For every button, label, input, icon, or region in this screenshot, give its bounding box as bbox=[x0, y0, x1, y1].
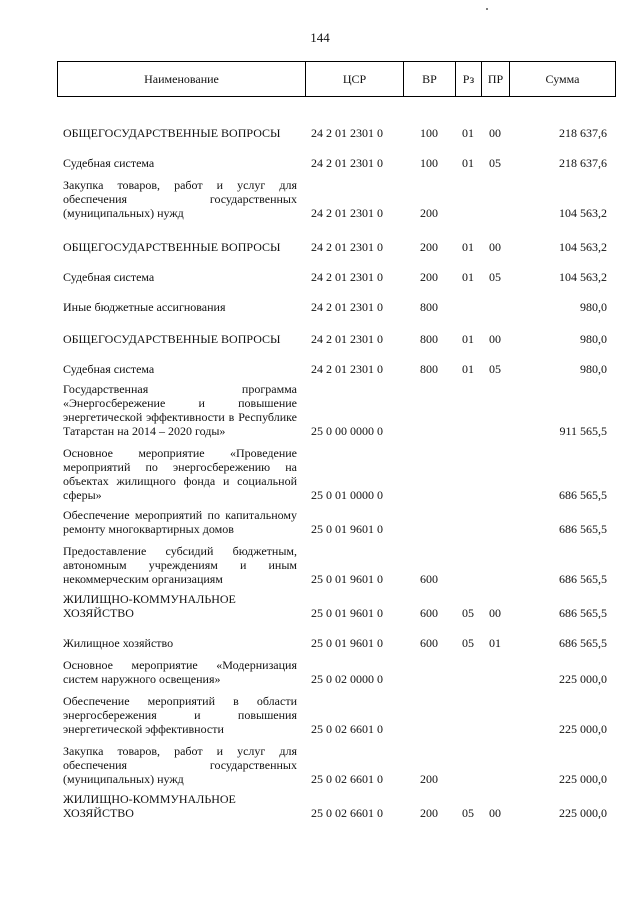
cell-vr bbox=[403, 686, 455, 736]
cell-csr: 25 0 02 6601 0 bbox=[311, 772, 383, 786]
cell-rz bbox=[455, 650, 481, 686]
cell-sum: 686 565,5 bbox=[559, 488, 607, 502]
table-row bbox=[57, 736, 615, 786]
cell-sum: 980,0 bbox=[580, 362, 607, 376]
cell-pr bbox=[481, 438, 509, 502]
cell-rz bbox=[455, 438, 481, 502]
table-row bbox=[57, 686, 615, 736]
table-row bbox=[57, 140, 615, 170]
cell-csr: 24 2 01 2301 0 bbox=[311, 332, 383, 346]
header-row bbox=[58, 62, 616, 97]
cell-csr: 25 0 01 9601 0 bbox=[311, 636, 383, 650]
cell-rz bbox=[455, 284, 481, 314]
cell-name: Иные бюджетные ассигнования bbox=[63, 300, 226, 314]
cell-vr bbox=[403, 650, 455, 686]
cell-pr bbox=[481, 284, 509, 314]
header-sum: Сумма bbox=[510, 62, 616, 97]
cell-sum: 225 000,0 bbox=[559, 772, 607, 786]
cell-sum: 911 565,5 bbox=[559, 424, 607, 438]
cell-vr bbox=[403, 376, 455, 438]
cell-sum: 225 000,0 bbox=[559, 806, 607, 820]
cell-vr: 600 bbox=[420, 636, 438, 650]
cell-name: Обеспечение мероприятий в области энергосбережения и повышения энергетической эффективности bbox=[63, 694, 297, 736]
cell-vr: 100 bbox=[420, 126, 438, 140]
cell-rz: 05 bbox=[462, 636, 474, 650]
cell-vr: 600 bbox=[420, 606, 438, 620]
cell-rz: 05 bbox=[462, 806, 474, 820]
header-vr: ВР bbox=[404, 62, 456, 97]
cell-pr: 00 bbox=[489, 240, 501, 254]
cell-vr: 800 bbox=[420, 300, 438, 314]
cell-rz: 01 bbox=[462, 126, 474, 140]
cell-pr: 00 bbox=[489, 606, 501, 620]
cell-csr: 24 2 01 2301 0 bbox=[311, 270, 383, 284]
cell-rz: 01 bbox=[462, 270, 474, 284]
cell-pr bbox=[481, 502, 509, 536]
cell-name: Жилищное хозяйство bbox=[63, 636, 174, 650]
cell-sum: 218 637,6 bbox=[559, 126, 607, 140]
cell-rz: 01 bbox=[462, 240, 474, 254]
table-row bbox=[57, 502, 615, 536]
cell-pr: 00 bbox=[489, 126, 501, 140]
page-number: 144 bbox=[310, 30, 330, 45]
cell-csr: 24 2 01 2301 0 bbox=[311, 300, 383, 314]
scan-dot bbox=[486, 8, 488, 10]
cell-pr bbox=[481, 650, 509, 686]
cell-csr: 25 0 01 9601 0 bbox=[311, 522, 383, 536]
cell-pr: 00 bbox=[489, 806, 501, 820]
cell-pr: 00 bbox=[489, 332, 501, 346]
cell-vr bbox=[403, 502, 455, 536]
cell-rz bbox=[455, 170, 481, 220]
cell-csr: 25 0 01 9601 0 bbox=[311, 572, 383, 586]
cell-name: ОБЩЕГОСУДАРСТВЕННЫЕ ВОПРОСЫ bbox=[63, 332, 281, 346]
cell-vr: 800 bbox=[420, 362, 438, 376]
cell-pr bbox=[481, 170, 509, 220]
cell-csr: 24 2 01 2301 0 bbox=[311, 156, 383, 170]
table-row bbox=[57, 786, 615, 820]
cell-csr: 24 2 01 2301 0 bbox=[311, 126, 383, 140]
cell-name: ЖИЛИЩНО-КОММУНАЛЬНОЕ ХОЗЯЙСТВО bbox=[63, 792, 236, 820]
cell-sum: 686 565,5 bbox=[559, 572, 607, 586]
cell-name: Судебная система bbox=[63, 156, 155, 170]
cell-rz: 05 bbox=[462, 606, 474, 620]
cell-rz bbox=[455, 686, 481, 736]
table-row bbox=[57, 376, 615, 438]
cell-name: Государственная программа «Энергосбережение и повышение энергетической эффективности в Республике Татарстан на 2014 – 2020 годы» bbox=[63, 382, 297, 438]
cell-vr: 200 bbox=[420, 270, 438, 284]
cell-pr bbox=[481, 736, 509, 786]
cell-name: Предоставление субсидий бюджетным, автономным учреждениям и иным некоммерческим организациям bbox=[63, 544, 297, 586]
cell-vr: 200 bbox=[420, 806, 438, 820]
cell-csr: 24 2 01 2301 0 bbox=[311, 206, 383, 220]
table-row bbox=[57, 536, 615, 586]
cell-vr: 600 bbox=[420, 572, 438, 586]
header-rz: Рз bbox=[456, 62, 482, 97]
cell-csr: 25 0 02 6601 0 bbox=[311, 806, 383, 820]
table-row bbox=[57, 586, 615, 620]
cell-pr: 05 bbox=[489, 270, 501, 284]
cell-sum: 104 563,2 bbox=[559, 270, 607, 284]
cell-sum: 686 565,5 bbox=[559, 606, 607, 620]
header-pr: ПР bbox=[482, 62, 510, 97]
cell-vr: 100 bbox=[420, 156, 438, 170]
cell-name: Основное мероприятие «Проведение мероприятий по энергосбережению на объектах жилищного фонда и социальной сферы» bbox=[63, 446, 297, 502]
table-row bbox=[57, 170, 615, 220]
cell-pr bbox=[481, 686, 509, 736]
cell-sum: 104 563,2 bbox=[559, 240, 607, 254]
cell-vr bbox=[403, 438, 455, 502]
cell-csr: 25 0 01 0000 0 bbox=[311, 488, 383, 502]
table-row bbox=[57, 254, 615, 284]
table-row bbox=[57, 284, 615, 314]
cell-vr: 200 bbox=[420, 240, 438, 254]
cell-csr: 25 0 01 9601 0 bbox=[311, 606, 383, 620]
cell-sum: 686 565,5 bbox=[559, 636, 607, 650]
table-row bbox=[57, 346, 615, 376]
budget-table bbox=[57, 112, 615, 820]
cell-pr: 05 bbox=[489, 156, 501, 170]
cell-rz: 01 bbox=[462, 362, 474, 376]
header-csr: ЦСР bbox=[306, 62, 404, 97]
table-row bbox=[57, 112, 615, 140]
cell-name: Закупка товаров, работ и услуг для обеспечения государственных (муниципальных) нужд bbox=[63, 178, 297, 220]
cell-name: Основное мероприятие «Модернизация систем наружного освещения» bbox=[63, 658, 297, 686]
table-row bbox=[57, 650, 615, 686]
cell-pr bbox=[481, 376, 509, 438]
cell-vr: 800 bbox=[420, 332, 438, 346]
cell-name: ЖИЛИЩНО-КОММУНАЛЬНОЕ ХОЗЯЙСТВО bbox=[63, 592, 236, 620]
cell-pr: 01 bbox=[489, 636, 501, 650]
cell-rz bbox=[455, 736, 481, 786]
cell-csr: 24 2 01 2301 0 bbox=[311, 240, 383, 254]
cell-name: Судебная система bbox=[63, 362, 155, 376]
cell-name: ОБЩЕГОСУДАРСТВЕННЫЕ ВОПРОСЫ bbox=[63, 126, 281, 140]
cell-pr bbox=[481, 536, 509, 586]
cell-sum: 218 637,6 bbox=[559, 156, 607, 170]
cell-rz bbox=[455, 376, 481, 438]
cell-sum: 104 563,2 bbox=[559, 206, 607, 220]
cell-csr: 25 0 00 0000 0 bbox=[311, 424, 383, 438]
cell-sum: 980,0 bbox=[580, 300, 607, 314]
cell-name: Судебная система bbox=[63, 270, 155, 284]
cell-sum: 686 565,5 bbox=[559, 522, 607, 536]
table-row bbox=[57, 620, 615, 650]
cell-rz: 01 bbox=[462, 156, 474, 170]
header-name: Наименование bbox=[58, 62, 306, 97]
table-row bbox=[57, 220, 615, 254]
table-header bbox=[57, 61, 616, 97]
cell-name: Закупка товаров, работ и услуг для обеспечения государственных (муниципальных) нужд bbox=[63, 744, 297, 786]
cell-vr: 200 bbox=[420, 206, 438, 220]
cell-csr: 25 0 02 6601 0 bbox=[311, 722, 383, 736]
cell-rz: 01 bbox=[462, 332, 474, 346]
cell-name: Обеспечение мероприятий по капитальному ремонту многоквартирных домов bbox=[63, 508, 297, 536]
table-row bbox=[57, 314, 615, 346]
cell-pr: 05 bbox=[489, 362, 501, 376]
cell-name: ОБЩЕГОСУДАРСТВЕННЫЕ ВОПРОСЫ bbox=[63, 240, 281, 254]
cell-rz bbox=[455, 536, 481, 586]
cell-sum: 225 000,0 bbox=[559, 722, 607, 736]
cell-rz bbox=[455, 502, 481, 536]
cell-sum: 980,0 bbox=[580, 332, 607, 346]
cell-vr: 200 bbox=[420, 772, 438, 786]
table-row bbox=[57, 438, 615, 502]
cell-csr: 25 0 02 0000 0 bbox=[311, 672, 383, 686]
cell-sum: 225 000,0 bbox=[559, 672, 607, 686]
cell-csr: 24 2 01 2301 0 bbox=[311, 362, 383, 376]
